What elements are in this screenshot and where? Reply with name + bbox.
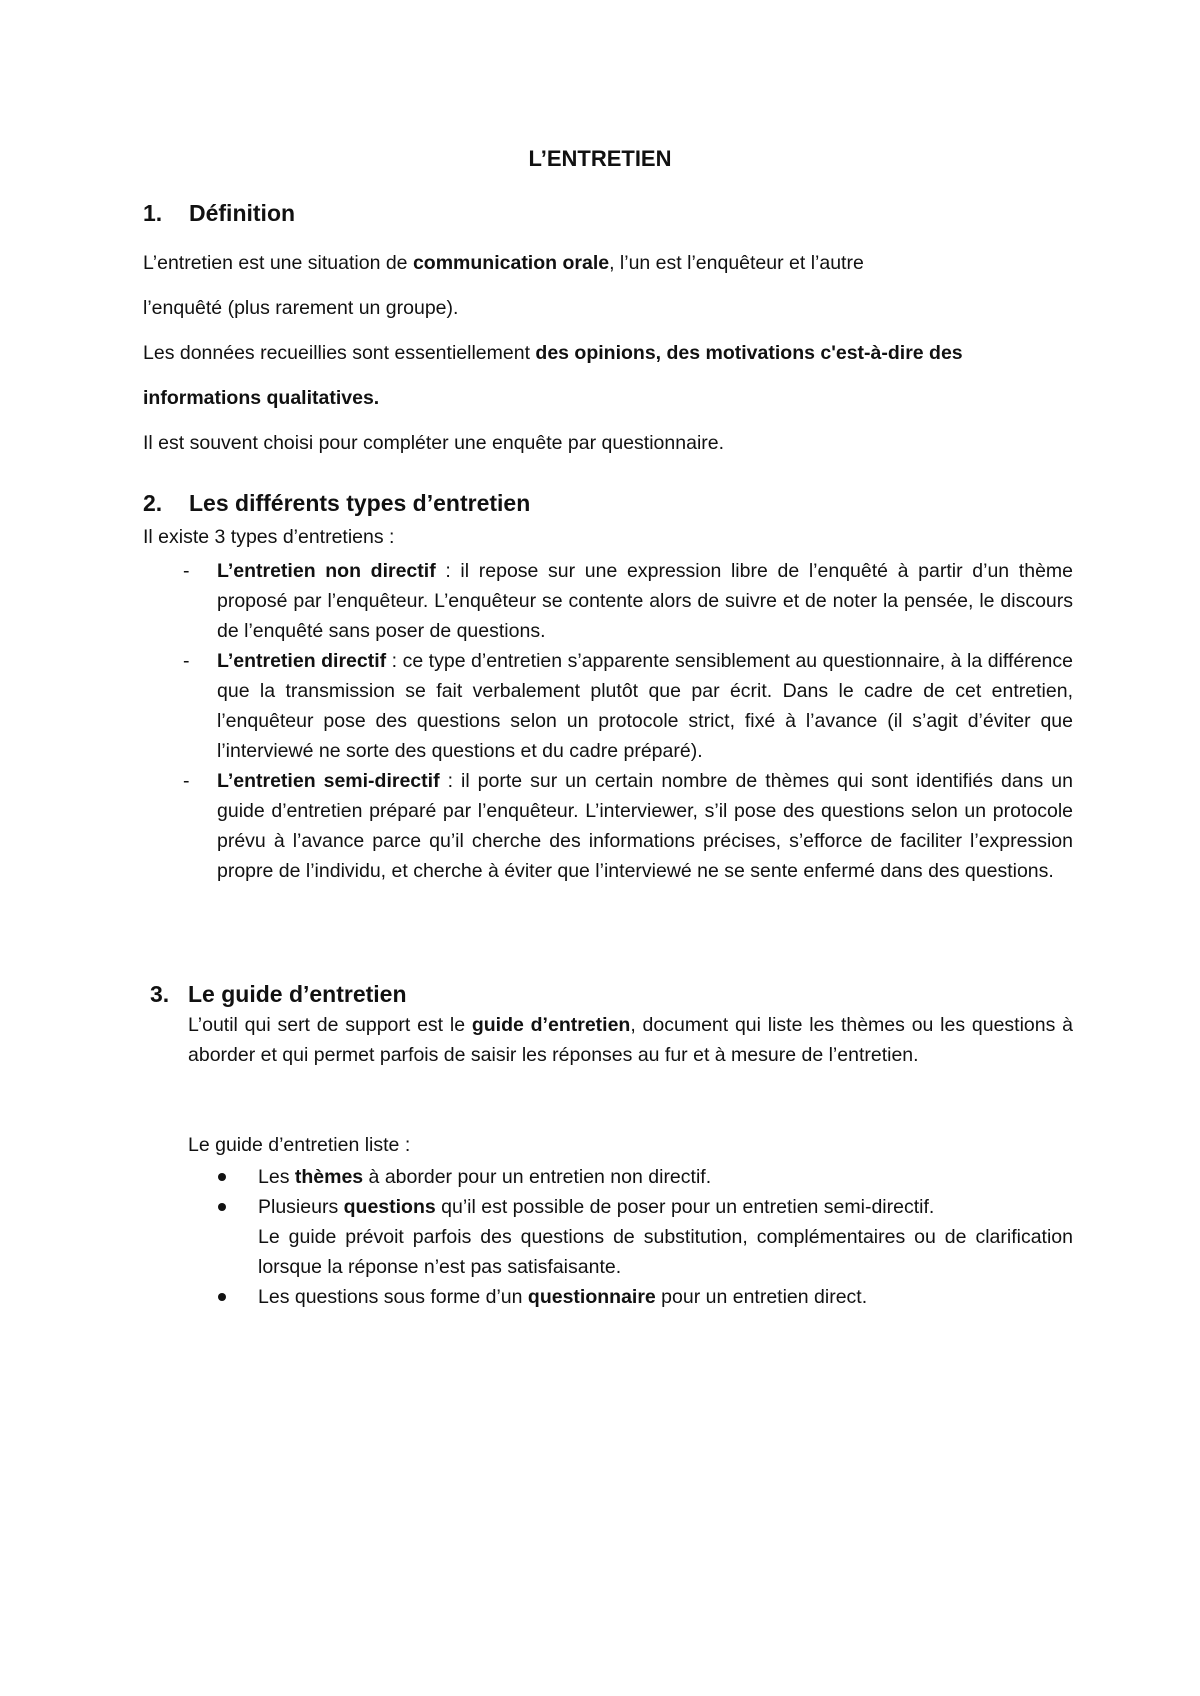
section-1-line-5: Il est souvent choisi pour compléter une enquête par questionnaire. [143,432,725,454]
section-1-number: 1. [143,200,163,226]
bullet-icon [218,1293,226,1301]
list-item [143,556,1073,646]
section-1-line-1 [143,248,1073,293]
interview-types-list [143,556,1073,886]
dash-marker: - [183,650,190,672]
bullet-icon [218,1173,226,1181]
bold-term: L’entretien semi-directif [217,770,440,792]
bold-term: L’entretien non directif [217,560,436,582]
list-item [143,766,1073,886]
section-3-list-intro: Le guide d’entretien liste : [188,1134,411,1156]
section-1-line-2: l’enquêté (plus rarement un groupe). [143,297,459,319]
section-1-line-4 [143,383,1073,428]
bold-term: questions [343,1196,436,1218]
list-item-text: : il repose sur une expression libre de l’enquêté à partir d’un thème proposé par l’enquêteur. L’enquêteur se contente alors de suivre et de noter la pensée, le discours de l’enquêté sans poser de questions. [217,560,1073,642]
dash-marker: - [183,770,190,792]
text-span: pour un entretien direct. [655,1286,868,1308]
section-1-line-3 [143,338,1073,383]
text-span: L’outil qui sert de support est le [188,1014,472,1036]
list-item [188,1282,1073,1312]
section-2-heading [143,490,530,517]
bold-term: thèmes [294,1166,364,1188]
bold-term: L’entretien directif [217,650,387,672]
text-span: Les données recueillies sont essentiellement [143,342,536,364]
text-span: Les questions sous forme d’un [258,1286,528,1308]
bullet-icon [218,1203,226,1211]
text-span: L’entretien est une situation de [143,252,413,274]
text-span: Les [258,1166,295,1188]
section-3-heading [150,981,407,1008]
guide-contents-list [188,1162,1073,1312]
bold-term: guide d’entretien [471,1014,631,1036]
text-span: à aborder pour un entretien non directif. [363,1166,712,1188]
bold-term: des opinions, des motivations c'est-à-dire des [535,342,963,364]
section-3-body [188,1010,1073,1070]
list-item-text: : ce type d’entretien s’apparente sensiblement au questionnaire, à la différence que la transmission se fait verbalement plutôt que par écrit. Dans le cadre de cet entretien, l’enquêteur pose des questions selon un protocole strict, fixé à l’avance (il s’agit d’éviter que l’interviewé ne sorte des questions et du cadre préparé). [217,650,1073,762]
dash-marker: - [183,560,190,582]
list-item [188,1162,1073,1192]
list-item [143,646,1073,766]
list-item-text: : il porte sur un certain nombre de thèmes qui sont identifiés dans un guide d’entretien préparé par l’enquêteur. L’interviewer, s’il pose des questions selon un protocole prévu à l’avance parce qu’il cherche des informations précises, s’efforce de faciliter l’expression propre de l’individu, et cherche à éviter que l’interviewé ne se sente enfermé dans des questions. [217,770,1073,882]
section-3-title: Le guide d’entretien [188,981,407,1007]
section-2-number: 2. [143,490,163,516]
bold-term: communication orale [412,252,610,274]
text-span: , l’un est l’enquêteur et l’autre [609,252,864,274]
list-item [188,1192,1073,1282]
list-item-continuation: Le guide prévoit parfois des questions de substitution, complémentaires ou de clarification lorsque la réponse n’est pas satisfaisante. [258,1226,1073,1278]
section-3-number: 3. [150,981,170,1007]
section-1-body [143,248,1073,473]
section-2-intro: Il existe 3 types d’entretiens : [143,526,395,548]
text-span: , document qui liste les thèmes ou les questions à aborder et qui permet parfois de saisir les réponses au fur et à mesure de l’entretien. [188,1014,1073,1066]
bold-term: informations qualitatives. [143,387,380,409]
section-1-title: Définition [189,200,296,226]
document-title: L’ENTRETIEN [528,146,672,171]
section-2-title: Les différents types d’entretien [189,490,531,516]
bold-term: questionnaire [527,1286,656,1308]
section-1-heading [143,200,295,227]
text-span: Plusieurs [258,1196,344,1218]
text-span: qu’il est possible de poser pour un entretien semi-directif. [435,1196,935,1218]
